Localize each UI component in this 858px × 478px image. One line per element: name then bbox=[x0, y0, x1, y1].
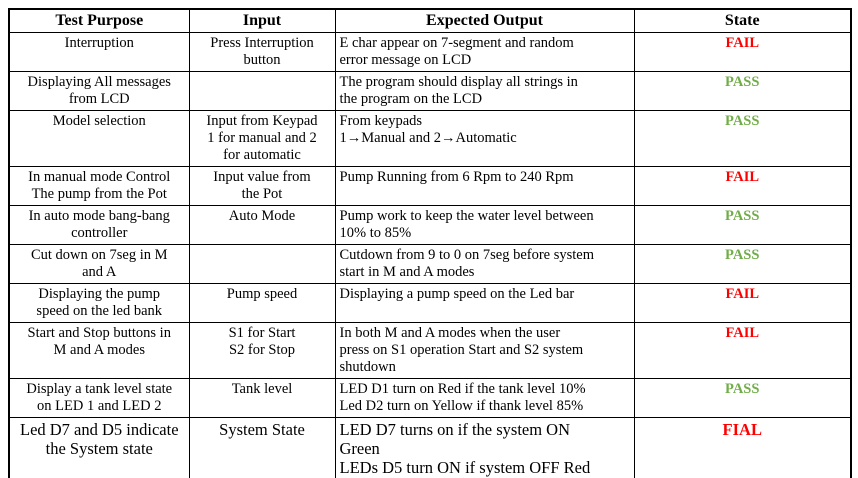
test-purpose-cell: Led D7 and D5 indicate the System state bbox=[9, 418, 189, 478]
input-cell bbox=[189, 72, 335, 111]
table-row bbox=[9, 245, 851, 284]
table-row bbox=[9, 284, 851, 323]
state-badge: PASS bbox=[725, 208, 760, 224]
expected-output-cell: From keypads 1→Manual and 2→Automatic bbox=[335, 111, 634, 167]
test-purpose-cell: Displaying the pump speed on the led bank bbox=[9, 284, 189, 323]
test-purpose-cell: Start and Stop buttons in M and A modes bbox=[9, 323, 189, 379]
state-badge: PASS bbox=[725, 74, 760, 90]
state-cell bbox=[634, 323, 851, 379]
header-expected-output: Expected Output bbox=[335, 9, 634, 33]
state-cell bbox=[634, 33, 851, 72]
header-test-purpose: Test Purpose bbox=[9, 9, 189, 33]
expected-output-cell: Displaying a pump speed on the Led bar bbox=[335, 284, 634, 323]
header-row bbox=[9, 9, 851, 33]
input-cell: Press Interruption button bbox=[189, 33, 335, 72]
input-cell: Pump speed bbox=[189, 284, 335, 323]
expected-output-cell: The program should display all strings in the program on the LCD bbox=[335, 72, 634, 111]
state-cell bbox=[634, 72, 851, 111]
test-purpose-cell: Cut down on 7seg in M and A bbox=[9, 245, 189, 284]
test-purpose-cell: Model selection bbox=[9, 111, 189, 167]
expected-output-cell: Pump work to keep the water level between 10% to 85% bbox=[335, 206, 634, 245]
header-state: State bbox=[634, 9, 851, 33]
input-cell: S1 for Start S2 for Stop bbox=[189, 323, 335, 379]
test-report-table bbox=[8, 8, 852, 478]
input-cell: Input value from the Pot bbox=[189, 167, 335, 206]
expected-output-cell: LED D1 turn on Red if the tank level 10% Led D2 turn on Yellow if thank level 85% bbox=[335, 379, 634, 418]
state-badge: FAIL bbox=[725, 35, 760, 51]
state-cell bbox=[634, 379, 851, 418]
state-badge: FAIL bbox=[725, 286, 760, 302]
expected-output-cell: Pump Running from 6 Rpm to 240 Rpm bbox=[335, 167, 634, 206]
state-cell bbox=[634, 245, 851, 284]
state-badge: PASS bbox=[725, 113, 760, 129]
state-cell bbox=[634, 167, 851, 206]
test-purpose-cell: In auto mode bang-bang controller bbox=[9, 206, 189, 245]
test-purpose-cell: In manual mode Control The pump from the Pot bbox=[9, 167, 189, 206]
expected-output-cell: E char appear on 7-segment and random error message on LCD bbox=[335, 33, 634, 72]
table-row bbox=[9, 167, 851, 206]
table-row bbox=[9, 111, 851, 167]
expected-output-cell: LED D7 turns on if the system ON Green LEDs D5 turn ON if system OFF Red bbox=[335, 418, 634, 478]
test-purpose-cell: Displaying All messages from LCD bbox=[9, 72, 189, 111]
input-cell bbox=[189, 245, 335, 284]
table-row bbox=[9, 206, 851, 245]
state-cell bbox=[634, 206, 851, 245]
input-cell: Input from Keypad 1 for manual and 2 for automatic bbox=[189, 111, 335, 167]
table-row bbox=[9, 72, 851, 111]
input-cell: System State bbox=[189, 418, 335, 478]
state-badge: FAIL bbox=[725, 325, 760, 341]
table-row bbox=[9, 418, 851, 478]
state-badge: FIAL bbox=[722, 420, 762, 439]
test-purpose-cell: Display a tank level state on LED 1 and LED 2 bbox=[9, 379, 189, 418]
state-badge: PASS bbox=[725, 247, 760, 263]
expected-output-cell: Cutdown from 9 to 0 on 7seg before system start in M and A modes bbox=[335, 245, 634, 284]
state-cell bbox=[634, 111, 851, 167]
state-cell bbox=[634, 284, 851, 323]
expected-output-cell: In both M and A modes when the user press on S1 operation Start and S2 system shutdown bbox=[335, 323, 634, 379]
state-badge: PASS bbox=[725, 381, 760, 397]
table-row bbox=[9, 33, 851, 72]
input-cell: Tank level bbox=[189, 379, 335, 418]
state-cell bbox=[634, 418, 851, 478]
input-cell: Auto Mode bbox=[189, 206, 335, 245]
header-input: Input bbox=[189, 9, 335, 33]
test-purpose-cell: Interruption bbox=[9, 33, 189, 72]
table-row bbox=[9, 323, 851, 379]
state-badge: FAIL bbox=[725, 169, 760, 185]
table-row bbox=[9, 379, 851, 418]
